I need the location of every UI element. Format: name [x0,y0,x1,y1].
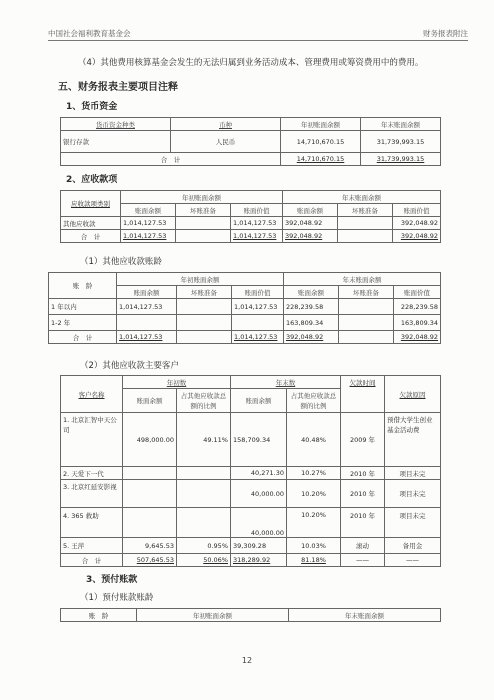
col-header: 占其他应收款总额的比例 [287,389,341,413]
group-header: 年初数 [123,376,231,389]
col-header: 客户名称 [61,376,123,413]
col-header: 账 龄 [61,609,137,622]
table-cell: 1,014,127.53 [117,331,177,344]
group-header: 年末账面余额 [283,191,441,204]
table-cell [176,230,231,243]
aging-table [48,272,441,344]
subsection-prepayments: 3、预付账款 [86,575,138,585]
col-header: 账面余额 [123,389,177,413]
group-header: 年初账面余额 [121,191,283,204]
table-cell [123,508,177,538]
table-cell: 507,645.53 [123,554,177,567]
header-org-name: 中国社会福利教育基金会 [48,29,131,38]
group-header: 年末账面余额 [284,273,441,286]
table-cell: 392,048.92 [283,230,338,243]
table-cell [232,315,284,331]
table-cell: —— [341,554,385,567]
table-cell: 40,271.30 [231,467,287,480]
table-cell: 1,014,127.53 [231,217,283,230]
total-label: 合 计 [61,230,121,243]
col-header: 账面余额 [284,286,339,299]
table-cell: 2010 年 [341,508,385,538]
col-header: 年末账面余额 [361,118,441,131]
col-header: 账 龄 [49,273,117,299]
table-cell: 备用金 [385,538,441,554]
total-label: 合 计 [49,331,117,344]
table-cell: 1. 北京汇智中天公司 [61,413,123,467]
table-cell: 1,014,127.53 [232,299,284,315]
table-cell: 项目未完 [385,508,441,538]
col-header: 账面价值 [393,204,441,217]
table-cell: 14,710,670.15 [281,153,361,166]
table-cell: 392,048.92 [283,217,338,230]
table-cell: 1,014,127.53 [117,299,177,315]
table-cell: 0.95% [177,538,231,554]
col-header: 欠款原因 [385,376,441,413]
table-cell: 40.48% [287,413,341,467]
group-header: 年初账面余额 [137,609,289,622]
table-cell: 1,014,127.53 [231,230,283,243]
table-cell: 2010 年 [341,480,385,508]
table-cell [176,217,231,230]
table-cell: 392,048.92 [393,217,441,230]
table-cell: 228,239.58 [394,299,441,315]
table-cell [177,299,232,315]
table-cell: 40,000.00 [231,480,287,508]
table-cell [338,230,393,243]
col-header: 币种 [171,118,281,131]
table-cell: 1-2 年 [49,315,117,331]
table-cell: 2009 年 [341,413,385,467]
col-header: 账面余额 [283,204,338,217]
table-cell: 31,739,993.15 [361,153,441,166]
table-cell [177,315,232,331]
col-header: 账面余额 [231,389,287,413]
table-cell: 163,809.34 [284,315,339,331]
table-cell: 228,239.58 [284,299,339,315]
table-cell: 49.11% [177,413,231,467]
table-cell: —— [385,554,441,567]
section-title: 五、财务报表主要项目注释 [58,82,178,93]
table-cell: 1,014,127.53 [232,331,284,344]
table-cell: 392,048.92 [394,331,441,344]
page-number: 12 [241,656,253,665]
col-header: 账面余额 [121,204,176,217]
table-cell: 其他应收款 [61,217,121,230]
subsection-prepay-aging: （1）预付账款账龄 [80,593,154,603]
table-cell: 2. 天爱下一代 [61,467,123,480]
col-header: 账面价值 [394,286,441,299]
table-cell [177,331,232,344]
table-cell: 392,048.92 [393,230,441,243]
page-header [48,26,468,41]
table-cell: 人民币 [171,131,281,153]
table-cell: 50.06% [177,554,231,567]
col-header: 占其他应收款总额的比例 [177,389,231,413]
cash-table [60,117,441,166]
table-cell: 81.18% [287,554,341,567]
table-cell: 项目未完 [385,467,441,480]
col-header: 年初账面余额 [281,118,361,131]
table-cell: 9,645.53 [123,538,177,554]
table-cell: 163,809.34 [394,315,441,331]
table-cell [123,480,177,508]
customers-table [60,375,441,567]
subsection-cash: 1、货币资金 [66,102,118,112]
receivables-table [60,190,441,243]
table-cell: 2010 年 [341,467,385,480]
col-header: 应收款项类别 [61,191,121,217]
col-header: 坏账准备 [339,286,394,299]
table-cell [177,467,231,480]
table-cell: 1 年以内 [49,299,117,315]
table-cell: 39,309.28 [231,538,287,554]
col-header: 账面价值 [232,286,284,299]
table-cell: 31,739,993.15 [361,131,441,153]
table-cell [338,217,393,230]
table-cell: 158,709.34 [231,413,287,467]
subsection-aging: （1）其他应收款账龄 [80,257,162,267]
table-cell: 4. 365 救助 [61,508,123,538]
subsection-customers: （2）其他应收款主要客户 [80,361,179,371]
table-cell [339,299,394,315]
table-cell: 498,000.00 [123,413,177,467]
table-cell: 5. 王萍 [61,538,123,554]
table-cell: 银行存款 [61,131,171,153]
table-cell: 40,000.00 [231,508,287,538]
table-cell: 10.20% [287,508,341,538]
subsection-receivables: 2、应收款项 [66,175,118,185]
header-doc-title: 财务报表附注 [423,29,468,38]
col-header: 坏账准备 [338,204,393,217]
col-header: 坏账准备 [176,204,231,217]
table-cell [117,315,177,331]
table-cell: 392,048.92 [284,331,339,344]
total-label: 合 计 [61,153,281,166]
table-cell: 1,014,127.53 [121,230,176,243]
table-cell: 项目未完 [385,480,441,508]
total-label: 合 计 [61,554,123,567]
table-cell: 预借大学生创业基金活动费 [385,413,441,467]
group-header: 年末账面余额 [289,609,441,622]
table-cell: 10.27% [287,467,341,480]
table-cell [177,508,231,538]
table-cell: 1,014,127.53 [121,217,176,230]
group-header: 年初账面余额 [117,273,284,286]
col-header: 货币资金种类 [61,118,171,131]
col-header: 欠款时间 [341,376,385,413]
table-cell: 10.03% [287,538,341,554]
table-cell: 318,289.92 [231,554,287,567]
col-header: 账面余额 [117,286,177,299]
prepay-aging-table [60,608,441,622]
group-header: 年末数 [231,376,341,389]
table-cell [339,331,394,344]
table-cell: 14,710,670.15 [281,131,361,153]
col-header: 坏账准备 [177,286,232,299]
table-cell [339,315,394,331]
table-cell: 10.20% [287,480,341,508]
table-cell: 滚动 [341,538,385,554]
intro-paragraph: （4）其他费用核算基金会发生的无法归属到业务活动成本、管理费用或筹资费用中的费用。 [78,58,424,68]
table-cell [123,467,177,480]
table-cell [177,480,231,508]
table-cell: 3. 北京红延安影视 [61,480,123,508]
col-header: 账面价值 [231,204,283,217]
